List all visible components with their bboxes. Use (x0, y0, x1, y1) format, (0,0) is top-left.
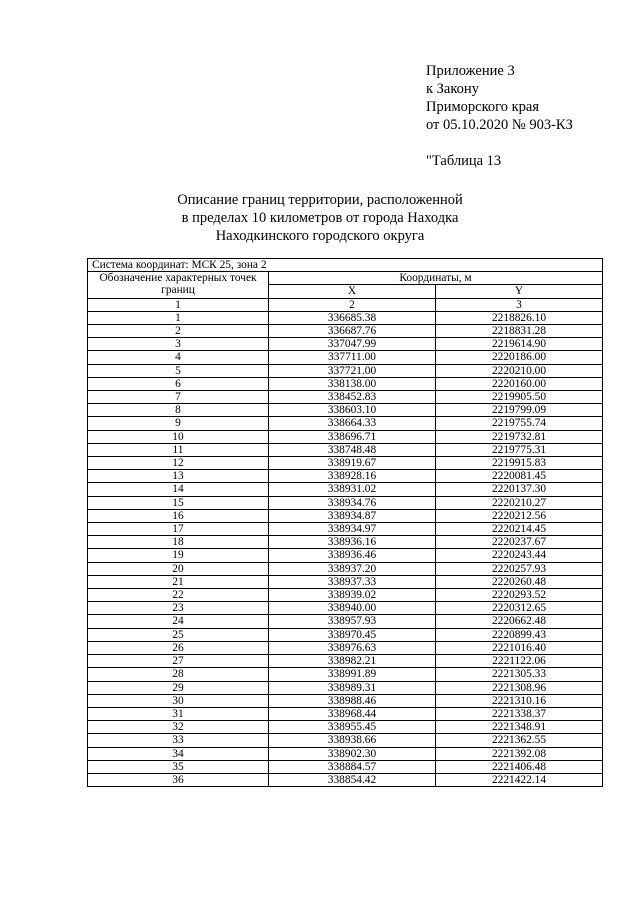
point-number-cell: 3 (88, 338, 269, 351)
y-coordinate-cell: 2220260.48 (436, 575, 603, 588)
point-number-cell: 23 (88, 602, 269, 615)
table-row (88, 311, 603, 324)
y-coordinate-cell: 2221392.08 (436, 747, 603, 760)
x-coordinate-cell: 338854.42 (269, 773, 436, 786)
table-row (88, 760, 603, 773)
point-number-cell: 27 (88, 655, 269, 668)
y-coordinate-cell: 2219755.74 (436, 417, 603, 430)
table-row (88, 589, 603, 602)
document-title (0, 191, 640, 245)
point-number-cell: 36 (88, 773, 269, 786)
point-number-cell: 17 (88, 523, 269, 536)
coords-header: Координаты, м (269, 272, 603, 285)
point-number-cell: 25 (88, 628, 269, 641)
y-coordinate-cell: 2220899.43 (436, 628, 603, 641)
point-number-cell: 14 (88, 483, 269, 496)
column-number: 1 (88, 298, 269, 311)
point-number-cell: 2 (88, 325, 269, 338)
point-number-cell: 13 (88, 470, 269, 483)
x-coordinate-cell: 338928.16 (269, 470, 436, 483)
x-coordinate-cell: 338937.20 (269, 562, 436, 575)
y-header: Y (436, 285, 603, 298)
table-row (88, 562, 603, 575)
y-coordinate-cell: 2220293.52 (436, 589, 603, 602)
x-coordinate-cell: 337721.00 (269, 364, 436, 377)
system-row (88, 259, 603, 272)
table-row (88, 351, 603, 364)
x-coordinate-cell: 338968.44 (269, 707, 436, 720)
x-coordinate-cell: 338696.71 (269, 430, 436, 443)
point-number-cell: 19 (88, 549, 269, 562)
table-row (88, 602, 603, 615)
y-coordinate-cell: 2221122.06 (436, 655, 603, 668)
appendix-region: Приморского края (426, 99, 540, 115)
column-number-row (88, 298, 603, 311)
x-coordinate-cell: 338603.10 (269, 404, 436, 417)
x-coordinate-cell: 338902.30 (269, 747, 436, 760)
y-coordinate-cell: 2220081.45 (436, 470, 603, 483)
x-coordinate-cell: 338955.45 (269, 721, 436, 734)
point-number-cell: 9 (88, 417, 269, 430)
x-coordinate-cell: 338982.21 (269, 655, 436, 668)
table-row (88, 536, 603, 549)
x-coordinate-cell: 338936.46 (269, 549, 436, 562)
y-coordinate-cell: 2220243.44 (436, 549, 603, 562)
y-coordinate-cell: 2219614.90 (436, 338, 603, 351)
table-row (88, 377, 603, 390)
table-row (88, 707, 603, 720)
y-coordinate-cell: 2220210.00 (436, 364, 603, 377)
point-number-cell: 31 (88, 707, 269, 720)
point-number-cell: 5 (88, 364, 269, 377)
x-coordinate-cell: 338884.57 (269, 760, 436, 773)
table-row (88, 391, 603, 404)
y-coordinate-cell: 2220160.00 (436, 377, 603, 390)
x-header: X (269, 285, 436, 298)
y-coordinate-cell: 2220212.56 (436, 509, 603, 522)
x-coordinate-cell: 338940.00 (269, 602, 436, 615)
x-coordinate-cell: 338936.16 (269, 536, 436, 549)
y-coordinate-cell: 2219732.81 (436, 430, 603, 443)
title-line-1: Описание границ территории, расположенной (177, 192, 463, 208)
y-coordinate-cell: 2220137.30 (436, 483, 603, 496)
point-number-cell: 11 (88, 443, 269, 456)
y-coordinate-cell: 2220186.00 (436, 351, 603, 364)
y-coordinate-cell: 2221348.91 (436, 721, 603, 734)
x-coordinate-cell: 336687.76 (269, 325, 436, 338)
y-coordinate-cell: 2220210.27 (436, 496, 603, 509)
point-number-cell: 28 (88, 668, 269, 681)
x-coordinate-cell: 338452.83 (269, 391, 436, 404)
table-row (88, 628, 603, 641)
x-coordinate-cell: 338938.66 (269, 734, 436, 747)
table-row (88, 470, 603, 483)
column-number: 3 (436, 298, 603, 311)
point-number-cell: 29 (88, 681, 269, 694)
title-line-3: Находкинского городского округа (215, 228, 425, 244)
y-coordinate-cell: 2221338.37 (436, 707, 603, 720)
point-number-cell: 20 (88, 562, 269, 575)
table-row (88, 721, 603, 734)
y-coordinate-cell: 2220312.65 (436, 602, 603, 615)
column-number: 2 (269, 298, 436, 311)
table-row (88, 338, 603, 351)
x-coordinate-cell: 338988.46 (269, 694, 436, 707)
x-coordinate-cell: 338934.97 (269, 523, 436, 536)
x-coordinate-cell: 338939.02 (269, 589, 436, 602)
table-row (88, 496, 603, 509)
x-coordinate-cell: 338934.76 (269, 496, 436, 509)
point-number-cell: 26 (88, 641, 269, 654)
point-number-cell: 18 (88, 536, 269, 549)
point-number-cell: 8 (88, 404, 269, 417)
x-coordinate-cell: 338934.87 (269, 509, 436, 522)
y-coordinate-cell: 2219915.83 (436, 457, 603, 470)
y-coordinate-cell: 2221016.40 (436, 641, 603, 654)
x-coordinate-cell: 338976.63 (269, 641, 436, 654)
point-number-cell: 1 (88, 311, 269, 324)
coordinates-table (87, 258, 603, 787)
header-row (88, 272, 603, 285)
x-coordinate-cell: 338931.02 (269, 483, 436, 496)
x-coordinate-cell: 338989.31 (269, 681, 436, 694)
x-coordinate-cell: 336685.38 (269, 311, 436, 324)
table-row (88, 641, 603, 654)
table-row (88, 417, 603, 430)
y-coordinate-cell: 2219905.50 (436, 391, 603, 404)
x-coordinate-cell: 338748.48 (269, 443, 436, 456)
x-coordinate-cell: 338957.93 (269, 615, 436, 628)
point-number-cell: 12 (88, 457, 269, 470)
table-row (88, 509, 603, 522)
x-coordinate-cell: 338138.00 (269, 377, 436, 390)
table-row (88, 615, 603, 628)
y-coordinate-cell: 2218826.10 (436, 311, 603, 324)
x-coordinate-cell: 338919.67 (269, 457, 436, 470)
point-number-cell: 34 (88, 747, 269, 760)
table-row (88, 747, 603, 760)
y-coordinate-cell: 2218831.28 (436, 325, 603, 338)
table-row (88, 443, 603, 456)
table-row (88, 523, 603, 536)
table-label: "Таблица 13 (426, 153, 502, 169)
appendix-law-ref: к Закону (426, 81, 479, 97)
point-number-cell: 21 (88, 575, 269, 588)
appendix-date-number: от 05.10.2020 № 903-КЗ (426, 117, 573, 133)
point-number-cell: 6 (88, 377, 269, 390)
x-coordinate-cell: 337047.99 (269, 338, 436, 351)
y-coordinate-cell: 2221406.48 (436, 760, 603, 773)
y-coordinate-cell: 2221308.96 (436, 681, 603, 694)
y-coordinate-cell: 2221305.33 (436, 668, 603, 681)
table-row (88, 575, 603, 588)
y-coordinate-cell: 2219799.09 (436, 404, 603, 417)
point-number-cell: 15 (88, 496, 269, 509)
x-coordinate-cell: 338991.89 (269, 668, 436, 681)
y-coordinate-cell: 2221422.14 (436, 773, 603, 786)
point-number-cell: 7 (88, 391, 269, 404)
y-coordinate-cell: 2220214.45 (436, 523, 603, 536)
table-row (88, 457, 603, 470)
appendix-header (426, 62, 573, 170)
table-row (88, 364, 603, 377)
table-row (88, 773, 603, 786)
table-row (88, 483, 603, 496)
y-coordinate-cell: 2220237.67 (436, 536, 603, 549)
table-row (88, 655, 603, 668)
table-row (88, 681, 603, 694)
y-coordinate-cell: 2221362.55 (436, 734, 603, 747)
y-coordinate-cell: 2219775.31 (436, 443, 603, 456)
x-coordinate-cell: 338664.33 (269, 417, 436, 430)
x-coordinate-cell: 338937.33 (269, 575, 436, 588)
point-number-cell: 33 (88, 734, 269, 747)
point-number-cell: 4 (88, 351, 269, 364)
table-row (88, 668, 603, 681)
point-number-cell: 32 (88, 721, 269, 734)
x-coordinate-cell: 338970.45 (269, 628, 436, 641)
point-header: Обозначение характерных точек границ (88, 272, 269, 298)
y-coordinate-cell: 2220662.48 (436, 615, 603, 628)
appendix-title: Приложение 3 (426, 63, 515, 79)
point-number-cell: 16 (88, 509, 269, 522)
point-number-cell: 35 (88, 760, 269, 773)
table-row (88, 404, 603, 417)
table-row (88, 325, 603, 338)
point-number-cell: 24 (88, 615, 269, 628)
table-row (88, 549, 603, 562)
y-coordinate-cell: 2221310.16 (436, 694, 603, 707)
y-coordinate-cell: 2220257.93 (436, 562, 603, 575)
x-coordinate-cell: 337711.00 (269, 351, 436, 364)
table-row (88, 734, 603, 747)
point-number-cell: 30 (88, 694, 269, 707)
point-number-cell: 10 (88, 430, 269, 443)
coordinate-system: Система координат: МСК 25, зона 2 (88, 259, 603, 272)
point-number-cell: 22 (88, 589, 269, 602)
table-row (88, 694, 603, 707)
table-row (88, 430, 603, 443)
title-line-2: в пределах 10 километров от города Находка (181, 210, 459, 226)
